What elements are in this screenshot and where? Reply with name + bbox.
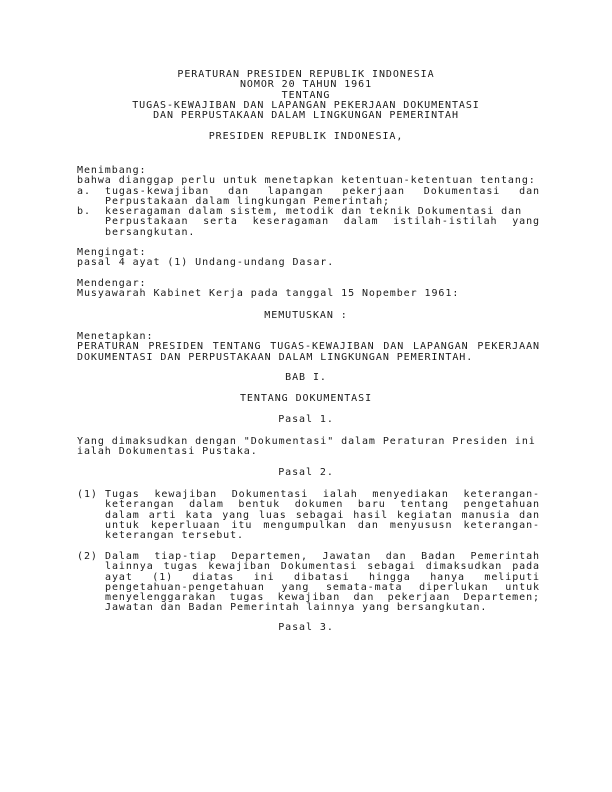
pasal-1-heading [0,415,612,425]
section-mengingat [77,248,540,269]
heading-text: MEMUTUSKAN : [264,310,348,321]
item-line: Tugas kewajiban Dokumentasi ialah menyediakan keterangan- [105,489,540,500]
memutuskan-heading [0,311,612,321]
item-line: keterangan dalam bentuk dokumen baru tentang pengetahuan [105,499,540,511]
item-line: keterangan tersebut. [105,530,245,542]
item-line: Jawatan dan Badan Pemerintah lainnya yang bersangkutan. [105,602,488,614]
item-label: a. [77,185,91,197]
issuer-text: PRESIDEN REPUBLIK INDONESIA, [208,131,404,142]
title-line: PERATURAN PRESIDEN REPUBLIK INDONESIA [177,69,435,80]
chapter-title [0,394,612,404]
pasal-heading-text: Pasal 1. [278,414,334,425]
item-line: dalam arti kata yang luas sebagai hasil kegiatan manusia dan [105,509,540,521]
chapter-number [0,373,612,383]
item-line: Perpustakaan serta keseragaman dalam istilah-istilah yang [105,216,540,228]
item-line: keseragaman dalam sistem, metodik dan teknik Dokumentasi dan [105,206,523,218]
item-line: Perpustakaan dalam lingkungan Pemerintah; [105,195,390,207]
section-heading: Mendengar: [77,278,147,289]
item-line: pengetahuan-pengetahuan yang semata-mata diperlukan untuk [105,581,540,593]
section-heading: Menetapkan: [77,331,154,342]
section-mendengar [77,279,540,300]
item-line: Dalam tiap-tiap Departemen, Jawatan dan Badan Pemerintah [105,551,540,562]
pasal-2-item-2 [77,552,540,614]
pasal-3-heading [0,623,612,633]
list-item [77,187,540,208]
pasal-heading-text: Pasal 2. [278,467,334,478]
item-label: b. [77,206,91,218]
list-item [77,552,540,614]
section-line: PERATURAN PRESIDEN TENTANG TUGAS-KEWAJIBAN DAN LAPANGAN PEKERJAAN [77,341,540,353]
issuer [0,132,612,142]
item-line: untuk keperluaan itu mengumpulkan dan menyususn keterangan- [105,519,540,531]
list-item [77,490,540,541]
pasal-1-body [77,437,540,458]
pasal-2-heading [0,468,612,478]
pasal-line: Yang dimaksudkan dengan "Dokumentasi" dalam Peraturan Presiden ini [77,436,536,447]
title-line: NOMOR 20 TAHUN 1961 [239,79,373,91]
item-line: bersangkutan. [105,226,196,238]
pasal-heading-text: Pasal 3. [278,622,334,633]
title-line: TENTANG [281,89,331,101]
list-item [77,207,540,238]
section-menetapkan [77,332,540,363]
chapter-number-text: BAB I. [285,372,327,383]
section-heading: Mengingat: [77,247,147,258]
section-text: Musyawarah Kabinet Kerja pada tanggal 15 Nopember 1961: [77,288,460,300]
section-heading: Menimbang: [77,165,147,176]
title-line: TUGAS-KEWAJIBAN DAN LAPANGAN PEKERJAAN DOKUMENTASI [132,99,480,111]
chapter-title-text: TENTANG DOKUMENTASI [239,393,373,404]
pasal-2-item-1 [77,490,540,541]
item-label: (2) [77,551,98,562]
section-intro: bahwa dianggap perlu untuk menetapkan ketentuan-ketentuan tentang: [77,175,536,187]
title-line: DAN PERPUSTAKAAN DALAM LINGKUNGAN PEMERINTAH [153,110,459,122]
item-line: tugas-kewajiban dan lapangan pekerjaan Dokumentasi dan [105,185,540,197]
item-line: ayat (1) diatas ini dibatasi hingga hanya meliputi [105,571,540,583]
pasal-line: ialah Dokumentasi Pustaka. [77,446,258,458]
item-line: lainnya tugas kewajiban Dokumentasi sebagai dimaksudkan pada [105,561,540,573]
item-line: menyelenggarakan tugas kewajiban dan pekerjaan Departemen; [105,592,540,604]
section-menimbang [77,166,540,238]
item-label: (1) [77,489,98,500]
document-title [0,70,612,121]
section-line: DOKUMENTASI DAN PERPUSTAKAAN DALAM LINGKUNGAN PEMERINTAH. [77,351,474,363]
section-text: pasal 4 ayat (1) Undang-undang Dasar. [77,257,335,269]
